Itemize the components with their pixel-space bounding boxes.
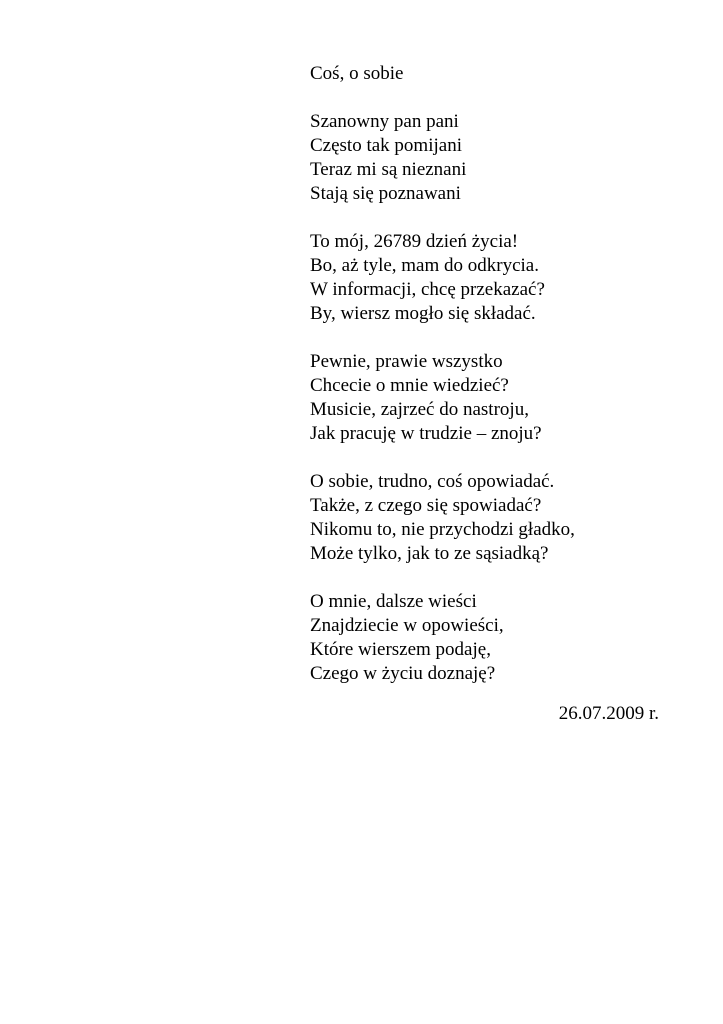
poem-line: Może tylko, jak to ze sąsiadką? xyxy=(310,543,549,564)
poem-line: Bo, aż tyle, mam do odkrycia. xyxy=(310,255,539,276)
poem-line: Znajdziecie w opowieści, xyxy=(310,615,504,636)
poem-line: By, wiersz mogło się składać. xyxy=(310,303,536,324)
poem-line: Które wierszem podaję, xyxy=(310,639,491,660)
poem-line: Szanowny pan pani xyxy=(310,111,459,132)
poem-line: O mnie, dalsze wieści xyxy=(310,591,477,612)
stanza xyxy=(310,470,670,566)
poem-line: Także, z czego się spowiadać? xyxy=(310,495,542,516)
stanza xyxy=(310,230,670,326)
stanza xyxy=(310,110,670,206)
poem xyxy=(310,62,670,710)
poem-line: Często tak pomijani xyxy=(310,135,462,156)
poem-line: Pewnie, prawie wszystko xyxy=(310,351,503,372)
poem-date: 26.07.2009 r. xyxy=(558,703,659,724)
poem-line: Stają się poznawani xyxy=(310,183,461,204)
poem-line: Teraz mi są nieznani xyxy=(310,159,467,180)
poem-line: O sobie, trudno, coś opowiadać. xyxy=(310,471,555,492)
poem-line: Jak pracuję w trudzie – znoju? xyxy=(310,423,542,444)
poem-line: Nikomu to, nie przychodzi gładko, xyxy=(310,519,575,540)
poem-line: W informacji, chcę przekazać? xyxy=(310,279,545,300)
poem-line: Chcecie o mnie wiedzieć? xyxy=(310,375,509,396)
poem-title: Coś, o sobie xyxy=(310,63,404,84)
stanza xyxy=(310,350,670,446)
stanza xyxy=(310,590,670,686)
poem-line: Czego w życiu doznaję? xyxy=(310,663,496,684)
poem-line: Musicie, zajrzeć do nastroju, xyxy=(310,399,529,420)
poem-line: To mój, 26789 dzień życia! xyxy=(310,231,519,252)
